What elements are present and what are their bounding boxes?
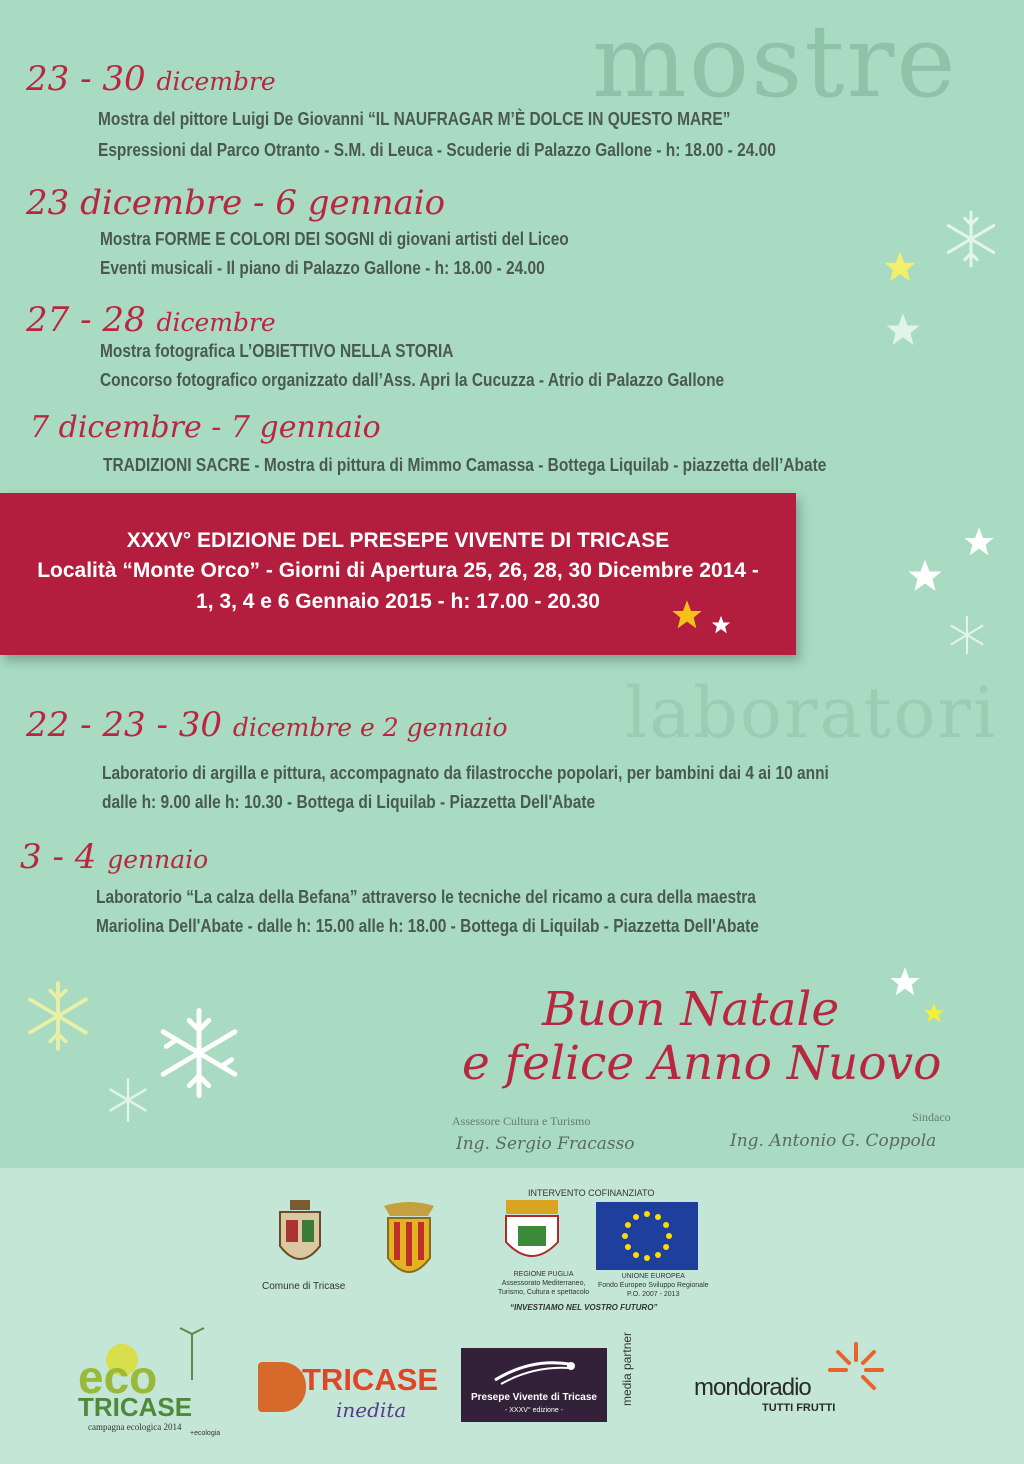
event-date: 23 dicembre - 6 gennaio: [26, 183, 446, 223]
media-partner-label: media partner: [620, 1331, 634, 1406]
comune-caption: Comune di Tricase: [262, 1281, 346, 1292]
greeting-line2: e felice Anno Nuovo: [462, 1036, 942, 1091]
event-line: Mostra FORME E COLORI DEI SOGNI di giovani artisti del Liceo: [100, 229, 569, 249]
assessore-role: Assessore Cultura e Turismo: [452, 1114, 591, 1128]
assessore-name: Ing. Sergio Fracasso: [456, 1134, 635, 1154]
eu-star: [666, 1233, 672, 1239]
star-icon: [888, 966, 922, 998]
event-line: Mostra del pittore Luigi De Giovanni “IL NAUFRAGAR M’È DOLCE IN QUESTO MARE”: [98, 109, 731, 129]
event-date: 23 - 30 dicembre: [26, 59, 276, 99]
snowflake-icon: [946, 614, 988, 656]
eu-star: [644, 1211, 650, 1217]
event-line: TRADIZIONI SACRE - Mostra di pittura di Mimmo Camassa - Bottega Liquilab - piazzetta dell’Abate: [103, 455, 827, 475]
eco-caption2: +ecologia: [190, 1430, 221, 1437]
inedita-word: inedita: [336, 1398, 407, 1422]
sindaco-name: Ing. Antonio G. Coppola: [730, 1131, 937, 1151]
regione-puglia-crest-icon: [500, 1200, 564, 1268]
snowflake-icon: [940, 208, 1002, 270]
eu-star: [655, 1214, 661, 1220]
event-line: Concorso fotografico organizzato dall’Ass. Apri la Cucuzza - Atrio di Palazzo Gallone: [100, 370, 725, 390]
mondoradio-logo: [694, 1340, 894, 1430]
eu-star: [633, 1252, 639, 1258]
workshop-line: Laboratorio “La calza della Befana” attraverso le tecniche del ricamo a cura della maestra: [96, 887, 756, 907]
eu-star: [655, 1252, 661, 1258]
eu-flag-icon: [596, 1202, 698, 1270]
motto: “INVESTIAMO NEL VOSTRO FUTURO”: [510, 1303, 658, 1312]
mondoradio-word: mondoradio: [694, 1374, 811, 1401]
banner-title: XXXV° EDIZIONE DEL PRESEPE VIVENTE DI TRICASE: [126, 529, 670, 552]
eu-star: [644, 1255, 650, 1261]
presepe-logo-sub: - XXXV° edizione -: [504, 1407, 564, 1414]
presepe-logo-title: Presepe Vivente di Tricase: [470, 1392, 597, 1403]
mostre-heading: mostre: [592, 3, 958, 120]
eco-tricase-logo: [70, 1326, 230, 1438]
inedita-tricase: TRICASE: [302, 1362, 439, 1397]
provincia-lecce-crest-icon: [378, 1202, 440, 1288]
tricase-inedita-logo: [258, 1358, 439, 1426]
mondoradio-sub: TUTTI FRUTTI: [762, 1402, 836, 1414]
eu-star: [625, 1244, 631, 1250]
sunburst-icon: [826, 1340, 886, 1400]
star-icon: [884, 312, 922, 348]
presepe-banner: [0, 493, 796, 655]
event-date: 27 - 28 dicembre: [26, 300, 276, 340]
tricase-word: TRICASE: [78, 1392, 193, 1422]
eu-star: [622, 1233, 628, 1239]
event-line: Mostra fotografica L’OBIETTIVO NELLA STORIA: [100, 341, 454, 361]
star-icon: [882, 250, 918, 284]
greeting-line1: Buon Natale: [542, 982, 840, 1037]
workshop-date: 22 - 23 - 30 dicembre e 2 gennaio: [26, 705, 508, 745]
workshop-date: 3 - 4 gennaio: [20, 837, 209, 877]
cofinanced-label: INTERVENTO COFINANZIATO: [528, 1188, 655, 1198]
puglia-caption: REGIONE PUGLIA Assessorato Mediterraneo, Turismo, Cultura e spettacolo: [498, 1271, 590, 1296]
presepe-vivente-logo: [461, 1348, 607, 1422]
workshop-line: Mariolina Dell'Abate - dalle h: 15.00 alle h: 18.00 - Bottega di Liquilab - Piazzetta Dell'Abate: [96, 916, 759, 936]
star-icon: [670, 599, 704, 631]
workshop-line: Laboratorio di argilla e pittura, accompagnato da filastrocche popolari, per bambini dai 4 ai 10 anni: [102, 763, 829, 783]
workshop-line: dalle h: 9.00 alle h: 10.30 - Bottega di Liquilab - Piazzetta Dell'Abate: [102, 792, 596, 812]
comet-icon: [491, 1354, 581, 1390]
eco-caption: campagna ecologica 2014: [88, 1422, 182, 1432]
eu-star: [663, 1244, 669, 1250]
eu-star: [625, 1222, 631, 1228]
sindaco-role: Sindaco: [912, 1110, 951, 1124]
snowflake-icon: [20, 978, 96, 1054]
star-icon: [922, 1002, 946, 1024]
banner-line: 1, 3, 4 e 6 Gennaio 2015 - h: 17.00 - 20.30: [196, 590, 600, 613]
laboratori-heading: laboratori: [625, 672, 998, 754]
eu-caption: UNIONE EUROPEA Fondo Europeo Sviluppo Regionale P.O. 2007 - 2013: [598, 1273, 709, 1298]
eu-star: [663, 1222, 669, 1228]
star-icon: [710, 615, 732, 635]
star-icon: [906, 558, 944, 594]
inedita-d-shape: [258, 1362, 306, 1412]
banner-line: Località “Monte Orco” - Giorni di Apertura 25, 26, 28, 30 Dicembre 2014 -: [37, 559, 759, 582]
event-line: Espressioni dal Parco Otranto - S.M. di Leuca - Scuderie di Palazzo Gallone - h: 18.00 - 24.00: [98, 140, 776, 160]
comune-tricase-crest-icon: [276, 1200, 324, 1278]
snowflake-icon: [150, 1004, 248, 1102]
event-line: Eventi musicali - Il piano di Palazzo Gallone - h: 18.00 - 24.00: [100, 258, 545, 278]
event-date: 7 dicembre - 7 gennaio: [30, 410, 381, 445]
star-icon: [962, 526, 996, 558]
snowflake-icon: [104, 1076, 152, 1124]
eco-word: eco: [78, 1351, 158, 1403]
eu-star: [633, 1214, 639, 1220]
